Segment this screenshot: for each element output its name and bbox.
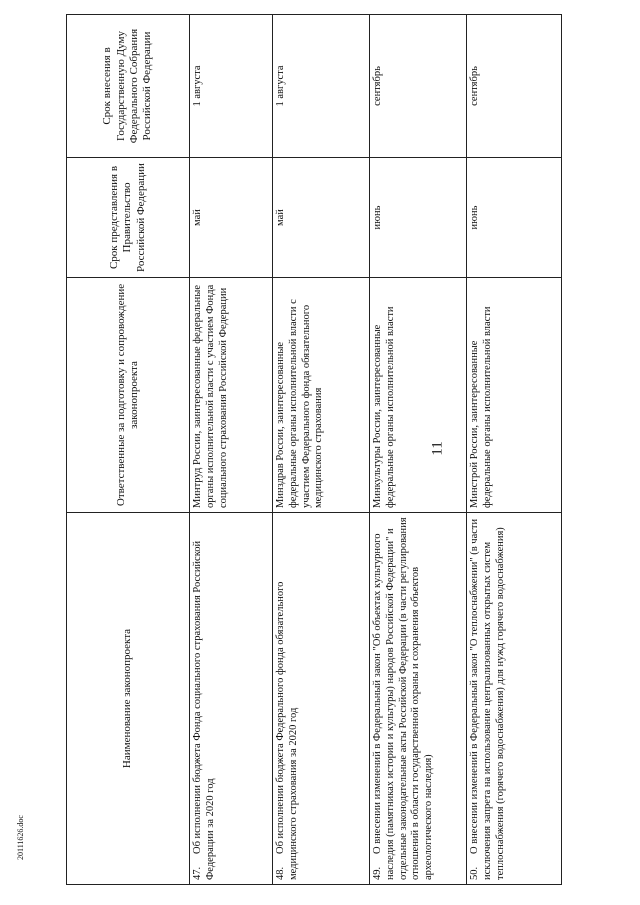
table-row <box>273 15 370 885</box>
gov-term-cell: май <box>273 158 370 278</box>
table-row <box>467 15 562 885</box>
row-number: 48. <box>275 866 286 880</box>
row-number: 47. <box>192 866 203 880</box>
duma-term-cell: 1 августа <box>273 15 370 158</box>
header-bill-name: Наименование законопроекта <box>67 513 190 885</box>
bill-name: Об исполнении бюджета Фонда социального страхования Российской Федерации за 2020 год <box>192 540 216 880</box>
bill-name: О внесении изменений в Федеральный закон "О теплоснабжении" (в части исключения запрета на использование централизованных открытых систем теплоснабжения (горячего водоснабжения) для нужд горячего водоснабжения) <box>469 518 506 880</box>
responsible-cell: Минтруд России, заинтересованные федеральные органы исполнительной власти с участием Фонда социального страхования Российской Федерации <box>190 278 273 513</box>
table-row <box>190 15 273 885</box>
table-row <box>370 15 467 885</box>
bill-name-cell <box>190 513 273 885</box>
bill-name: Об исполнении бюджета Федерального фонда обязательного медицинского страхования за 2020 год <box>275 581 299 880</box>
bills-table <box>66 14 562 885</box>
gov-term-cell: июнь <box>370 158 467 278</box>
responsible-cell: Минстрой России, заинтересованные федеральные органы исполнительной власти <box>467 278 562 513</box>
row-number: 49. <box>372 866 383 880</box>
bill-name-cell <box>467 513 562 885</box>
duma-term-cell: 1 августа <box>190 15 273 158</box>
bills-table-sheet <box>66 15 546 885</box>
page-number: 11 <box>429 441 446 456</box>
gov-term-cell: июнь <box>467 158 562 278</box>
header-gov-term: Срок представления в Правительство Российской Федерации <box>67 158 190 278</box>
gov-term-cell: май <box>190 158 273 278</box>
duma-term-cell: сентябрь <box>370 15 467 158</box>
file-reference: 20111626.doc <box>16 815 25 860</box>
header-duma-term: Срок внесения в Государственную Думу Федерального Собрания Российской Федерации <box>67 15 190 158</box>
header-responsible: Ответственные за подготовку и сопровождение законопроекта <box>67 278 190 513</box>
bill-name-cell <box>370 513 467 885</box>
bill-name-cell <box>273 513 370 885</box>
responsible-cell: Минздрав России, заинтересованные федеральные органы исполнительной власти с участием Федерального фонда обязательного медицинского страхования <box>273 278 370 513</box>
duma-term-cell: сентябрь <box>467 15 562 158</box>
row-number: 50. <box>469 866 480 880</box>
table-header-row <box>67 15 190 885</box>
bill-name: О внесении изменений в Федеральный закон "Об объектах культурного наследия (памятниках истории и культуры) народов Российской Федерации" и отдельные законодательные акты Российской Федерации (в части регулирования отношений в области государственной охраны и сохранения объектов археологического наследия) <box>372 517 435 880</box>
responsible-cell: Минкультуры России, заинтересованные федеральные органы исполнительной власти <box>370 278 467 513</box>
